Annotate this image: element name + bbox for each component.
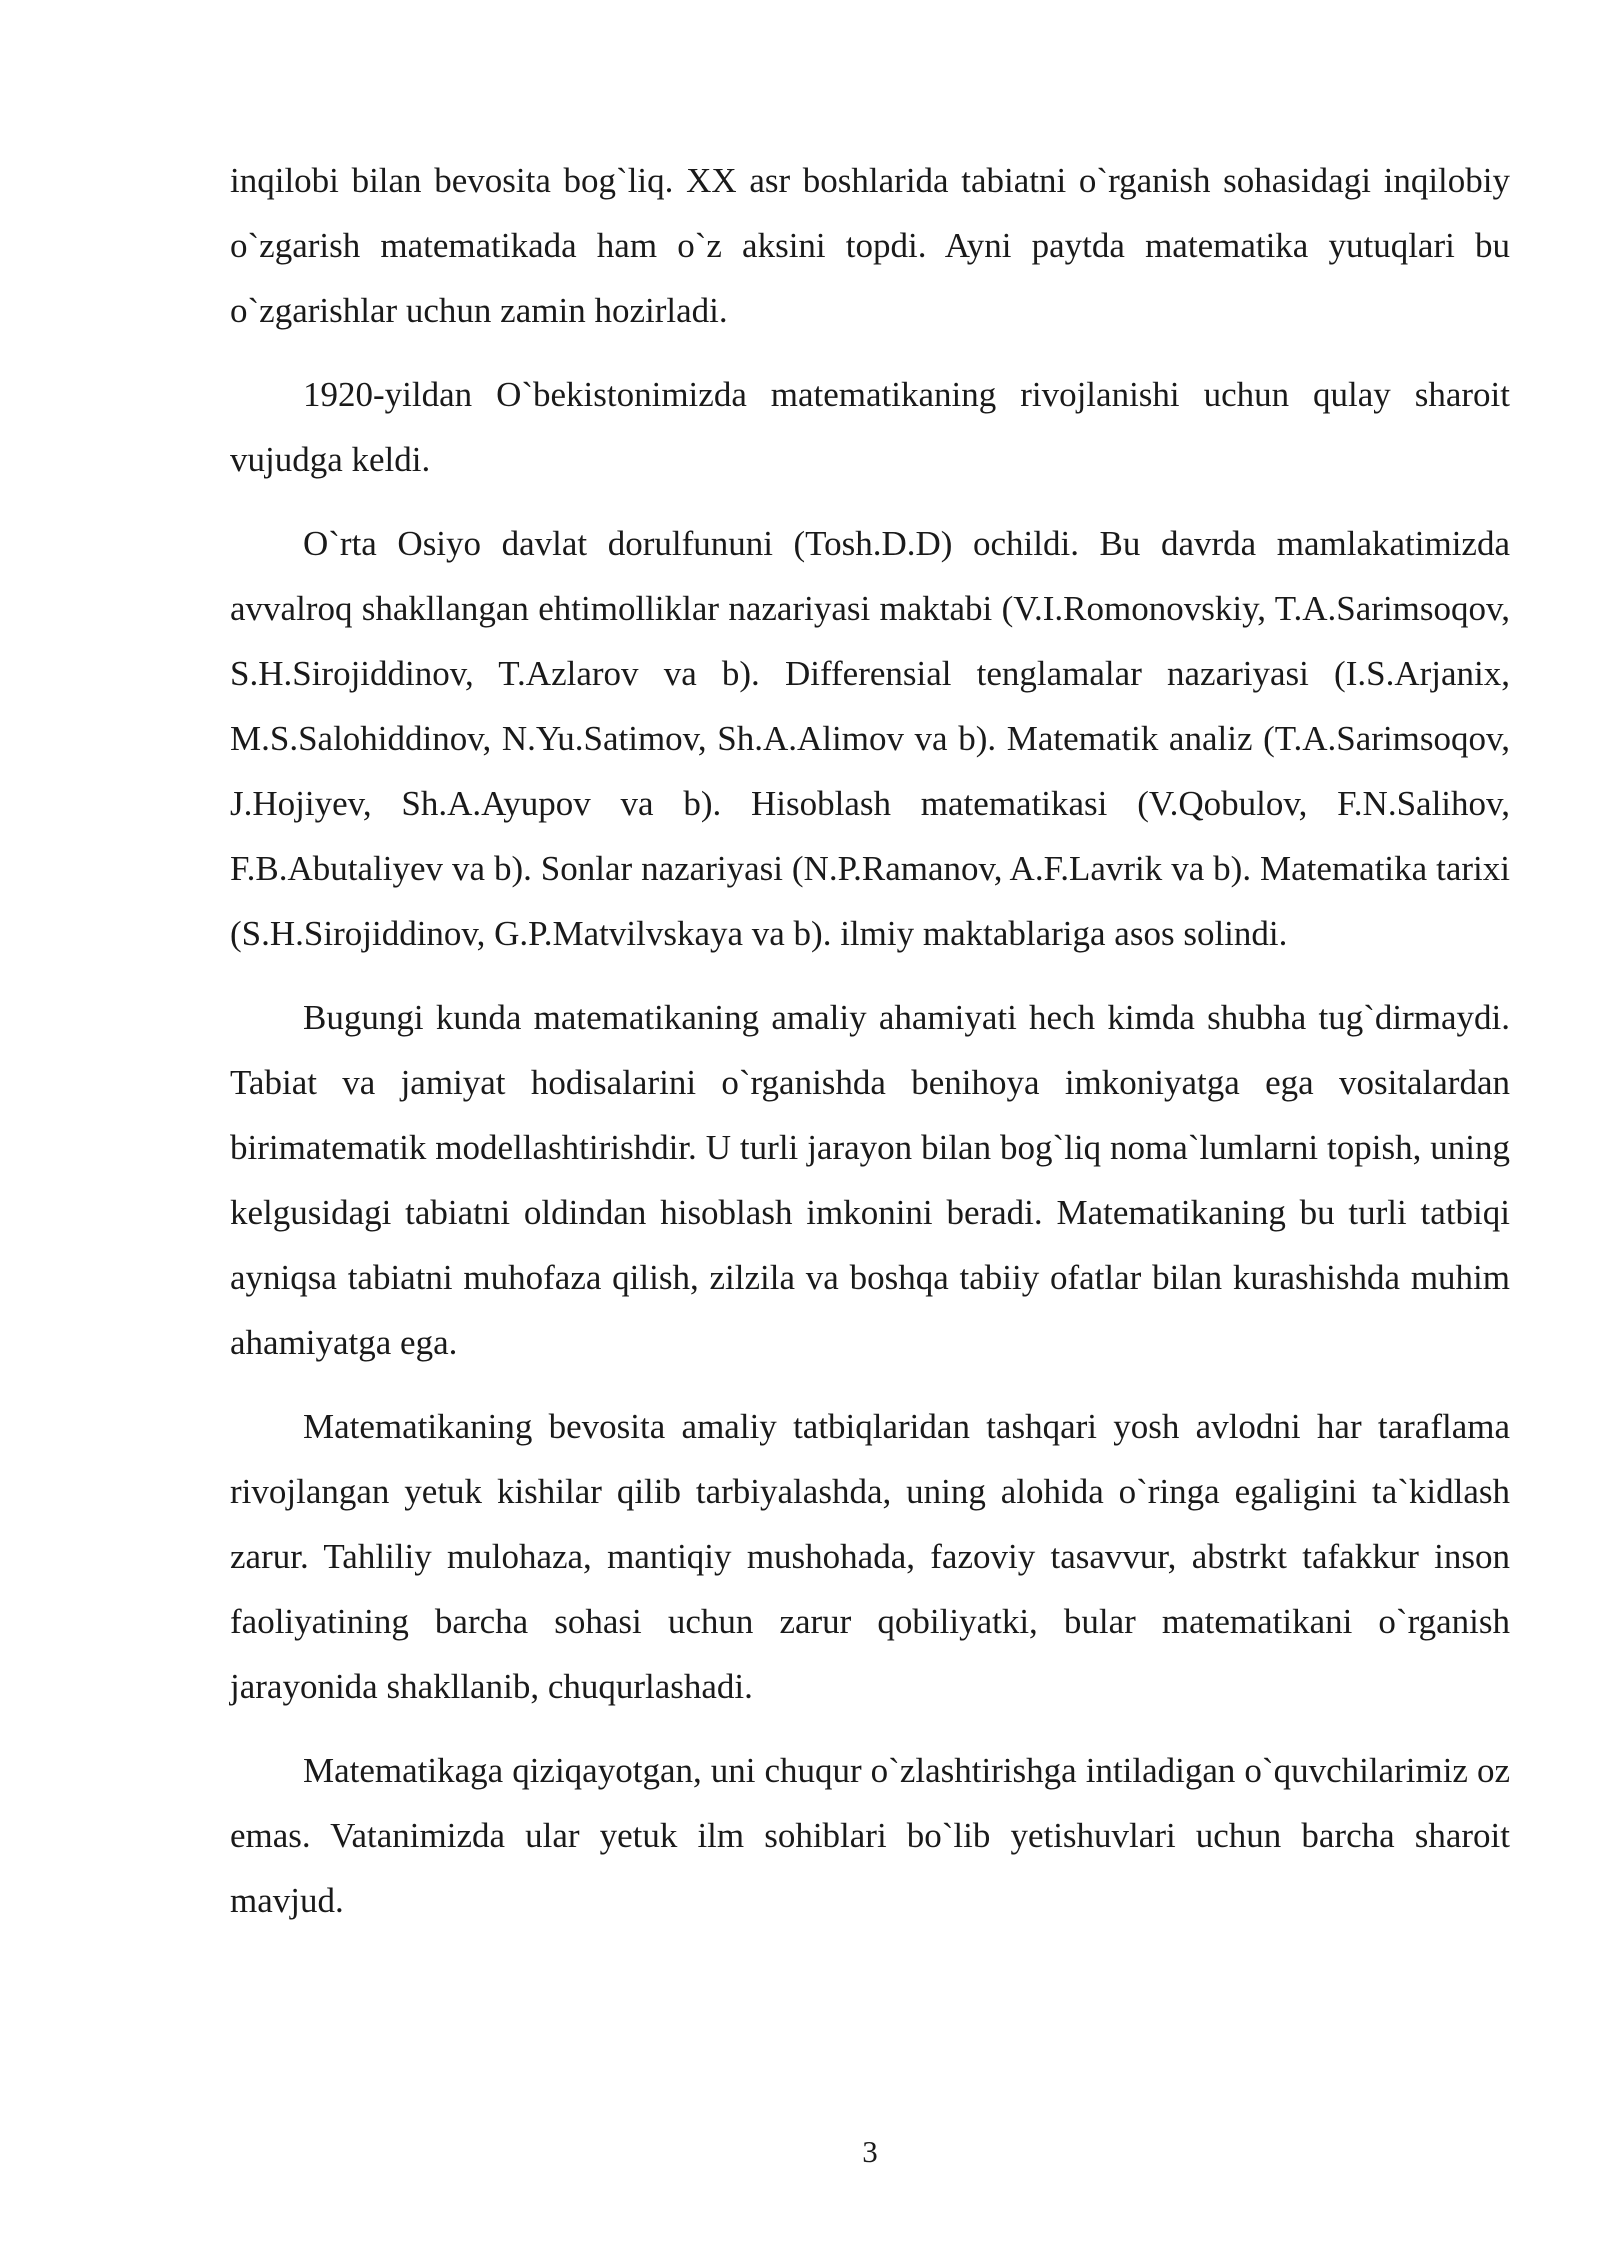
paragraph-4: Bugungi kunda matematikaning amaliy ahamiyati hech kimda shubha tug`dirmaydi. Tabiat va jamiyat hodisalarini o`rganishda benihoya imkoniyatga ega vositalardan birimatematik modellashtirishdir. U turli jarayon bilan bog`liq noma`lumlarni topish, uning kelgusidagi tabiatni oldindan hisoblash imkonini beradi. Matematikaning bu turli tatbiqi ayniqsa tabiatni muhofaza qilish, zilzila va boshqa tabiiy ofatlar bilan kurashishda muhim ahamiyatga ega. [230, 998, 1510, 1362]
page-number: 3 [862, 2134, 878, 2169]
paragraph-5: Matematikaning bevosita amaliy tatbiqlaridan tashqari yosh avlodni har taraflama rivojlangan yetuk kishilar qilib tarbiyalashda, uning alohida o`ringa egaligini ta`kidlash zarur. Tahliliy mulohaza, mantiqiy mushohada, fazoviy tasavvur, abstrkt tafakkur inson faoliyatining barcha sohasi uchun zarur qobiliyatki, bular matematikani o`rganish jarayonida shakllanib, chuqurlashadi. [230, 1407, 1510, 1706]
paragraph-6: Matematikaga qiziqayotgan, uni chuqur o`zlashtirishga intiladigan o`quvchilarimiz oz emas. Vatanimizda ular yetuk ilm sohiblari bo`lib yetishuvlari uchun barcha sharoit mavjud. [230, 1751, 1510, 1920]
paragraph-3: O`rta Osiyo davlat dorulfununi (Tosh.D.D) ochildi. Bu davrda mamlakatimizda avvalroq shakllangan ehtimolliklar nazariyasi maktabi (V.I.Romonovskiy, T.A.Sarimsoqov, S.H.Sirojiddinov, T.Azlarov va b). Differensial tenglamalar nazariyasi (I.S.Arjanix, M.S.Salohiddinov, N.Yu.Satimov, Sh.A.Alimov va b). Matematik analiz (T.A.Sarimsoqov, J.Hojiyev, Sh.A.Ayupov va b). Hisoblash matematikasi (V.Qobulov, F.N.Salihov, F.B.Abutaliyev va b). Sonlar nazariyasi (N.P.Ramanov, A.F.Lavrik va b). Matematika tarixi (S.H.Sirojiddinov, G.P.Matvilvskaya va b). ilmiy maktablariga asos solindi. [230, 524, 1510, 953]
paragraph-2: 1920-yildan O`bekistonimizda matematikaning rivojlanishi uchun qulay sharoit vujudga keldi. [230, 375, 1510, 479]
paragraph-1: inqilobi bilan bevosita bog`liq. XX asr boshlarida tabiatni o`rganish sohasidagi inqilobiy o`zgarish matematikada ham o`z aksini topdi. Ayni paytda matematika yutuqlari bu o`zgarishlar uchun zamin hozirladi. [230, 161, 1510, 330]
body-text [230, 148, 1510, 1952]
